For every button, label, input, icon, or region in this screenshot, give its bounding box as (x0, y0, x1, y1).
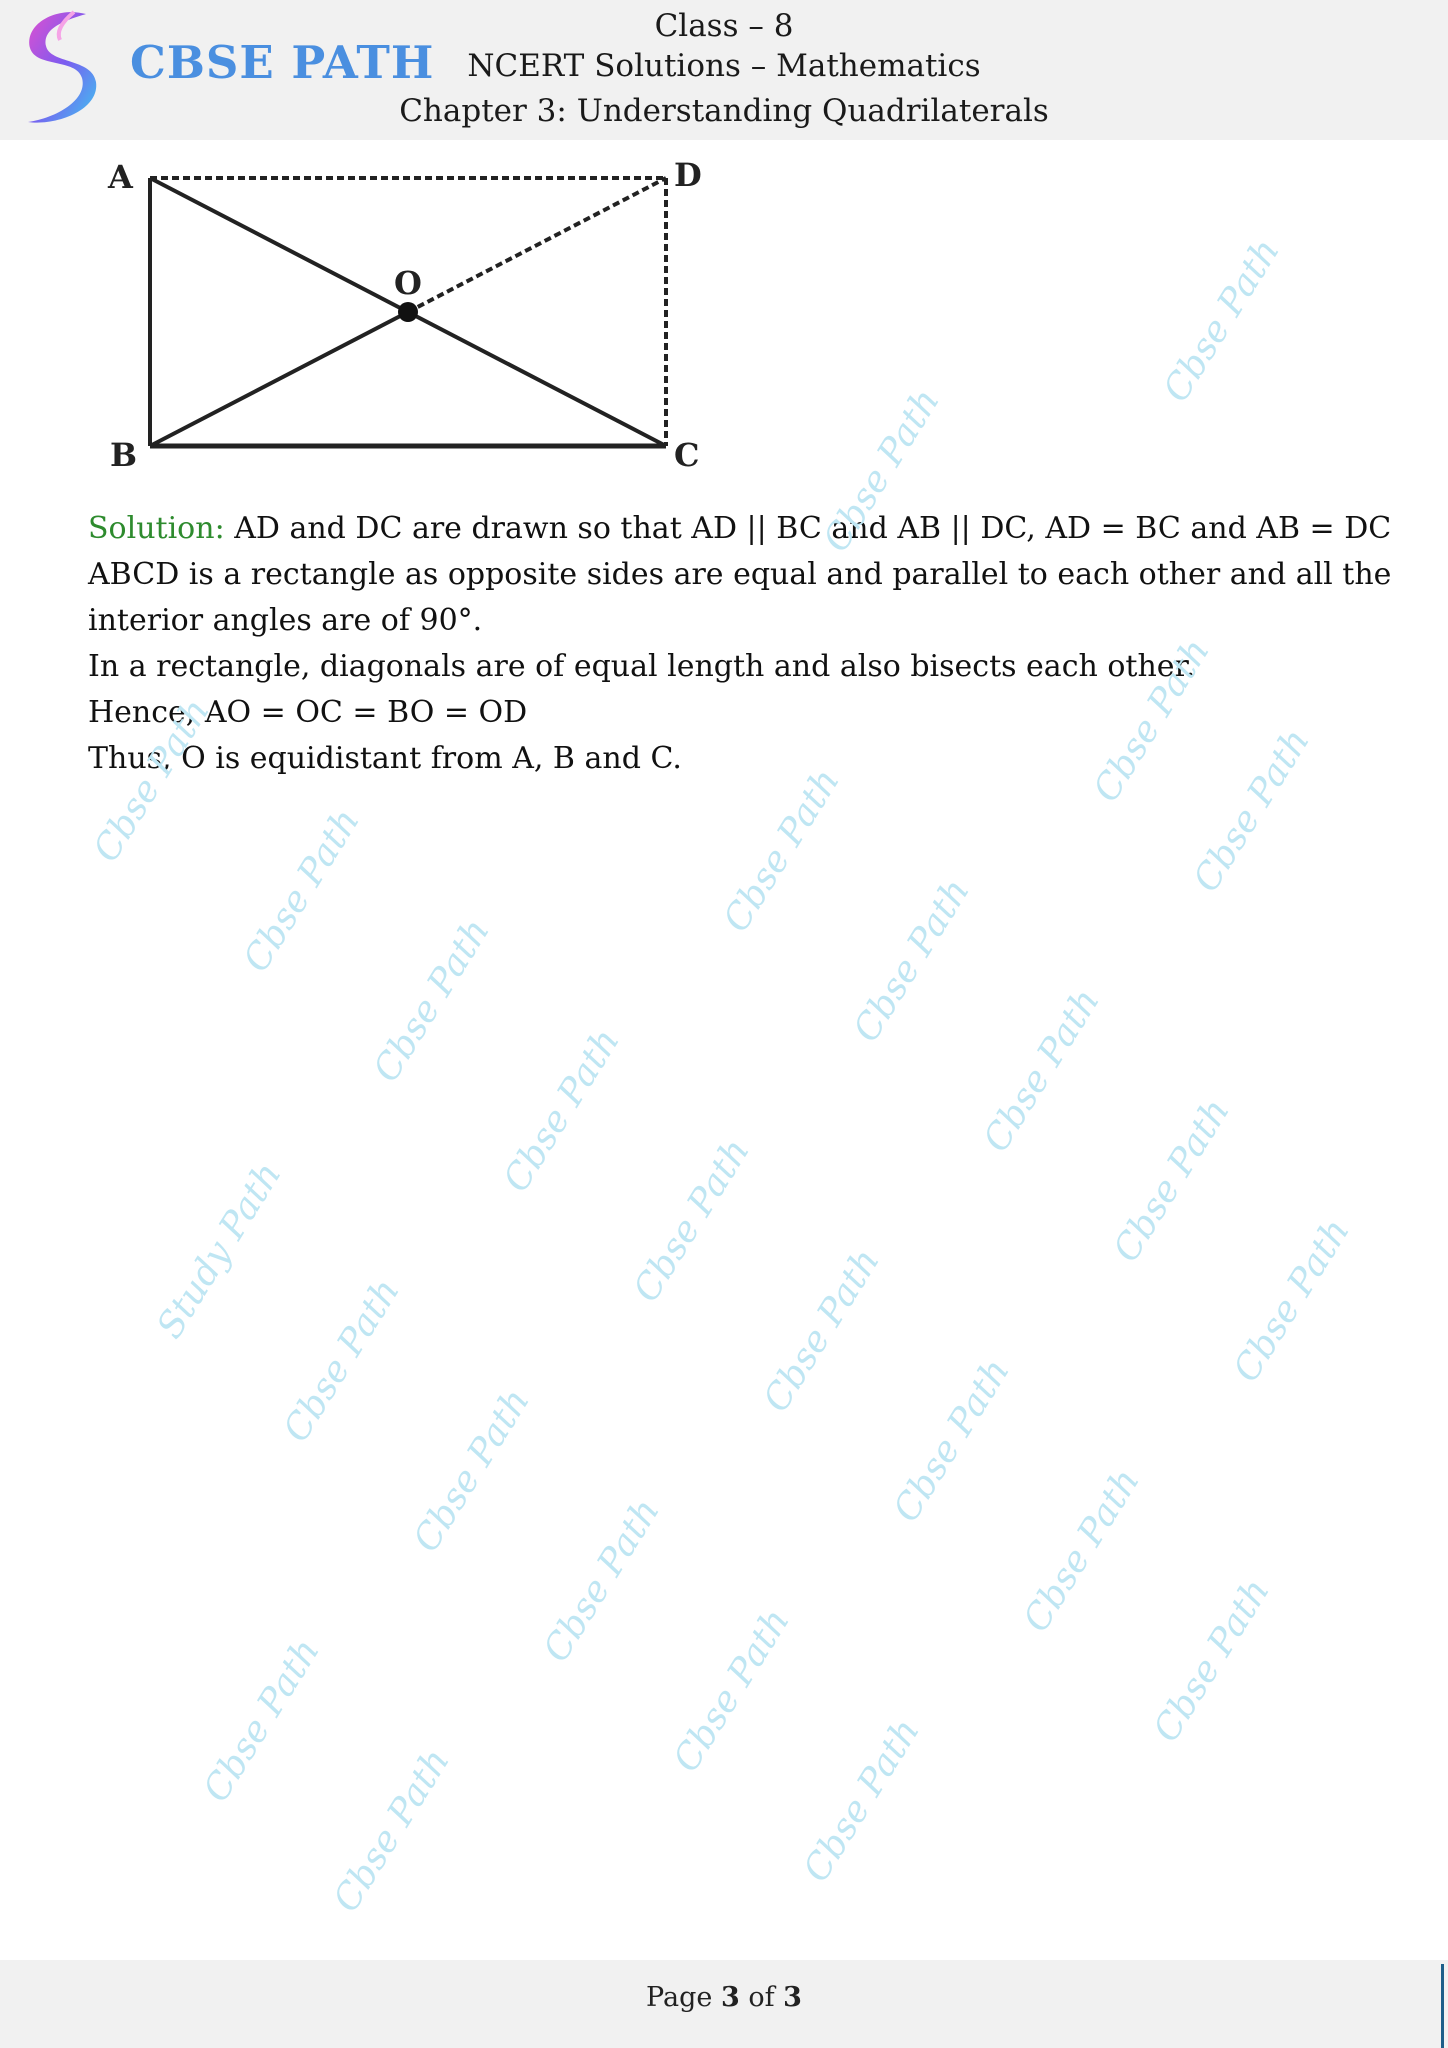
solution-text-1: AD and DC are drawn so that AD || BC and AB || DC, AD = BC and AB = DC (224, 511, 1392, 546)
page-footer (0, 1960, 1448, 2048)
watermark: Cbse Path (1225, 1211, 1358, 1390)
watermark: Cbse Path (975, 981, 1108, 1160)
watermark: Cbse Path (1105, 1091, 1238, 1270)
brand-name: CBSE PATH (130, 36, 435, 89)
label-a: A (108, 158, 133, 196)
watermark: Cbse Path (755, 1241, 888, 1420)
watermark: Cbse Path (325, 1741, 458, 1920)
label-b: B (110, 436, 138, 474)
watermark: Cbse Path (625, 1131, 758, 1310)
watermark: Cbse Path (1185, 721, 1318, 900)
page-header (0, 0, 1448, 140)
label-d: D (674, 156, 702, 194)
watermark: Cbse Path (195, 1631, 328, 1810)
watermark: Cbse Path (235, 801, 368, 980)
watermark: Cbse Path (845, 871, 978, 1050)
solution-line-4: In a rectangle, diagonals are of equal length and also bisects each other. (88, 649, 1196, 684)
solution-line-1 (88, 506, 1392, 552)
solution-line-2: ABCD is a rectangle as opposite sides are equal and parallel to each other and all the (88, 557, 1392, 592)
solution-label: Solution: (88, 511, 225, 546)
label-o: O (394, 264, 422, 302)
watermark: Cbse Path (275, 1271, 408, 1450)
watermark: Cbse Path (365, 911, 498, 1090)
page-current: 3 (720, 1982, 740, 2013)
watermark: Cbse Path (1085, 631, 1218, 810)
watermark: Cbse Path (665, 1601, 798, 1780)
watermark: Cbse Path (715, 761, 848, 940)
label-c: C (674, 436, 700, 474)
watermark: Cbse Path (815, 381, 948, 560)
watermark: Cbse Path (885, 1351, 1018, 1530)
watermark: Cbse Path (85, 691, 218, 870)
solution-line-3: interior angles are of 90°. (88, 603, 483, 638)
class-label: Class – 8 (654, 8, 794, 44)
watermark: Cbse Path (405, 1381, 538, 1560)
solution-block (88, 506, 1392, 782)
chapter-title: Chapter 3: Understanding Quadrilaterals (399, 93, 1049, 129)
page-number: Page 3 of 3 (646, 1982, 802, 2013)
subject-title: NCERT Solutions – Mathematics (467, 48, 981, 84)
watermark: Cbse Path (1015, 1461, 1148, 1640)
solution-line-6: Thus, O is equidistant from A, B and C. (88, 741, 682, 776)
watermark: Cbse Path (495, 1021, 628, 1200)
watermark: Study Path (149, 1155, 290, 1346)
solution-line-5: Hence, AO = OC = BO = OD (88, 695, 528, 730)
watermark: Cbse Path (1155, 231, 1288, 410)
watermark: Cbse Path (535, 1491, 668, 1670)
watermark: Cbse Path (1145, 1571, 1278, 1750)
rectangle-abcd-diagram (90, 150, 730, 480)
segment-od-dashed (408, 178, 666, 312)
page-total: 3 (783, 1982, 802, 2013)
footer-edge-rule (1441, 1964, 1444, 2048)
point-o (398, 302, 418, 322)
watermark: Cbse Path (795, 1711, 928, 1890)
segment-bo (150, 312, 408, 446)
